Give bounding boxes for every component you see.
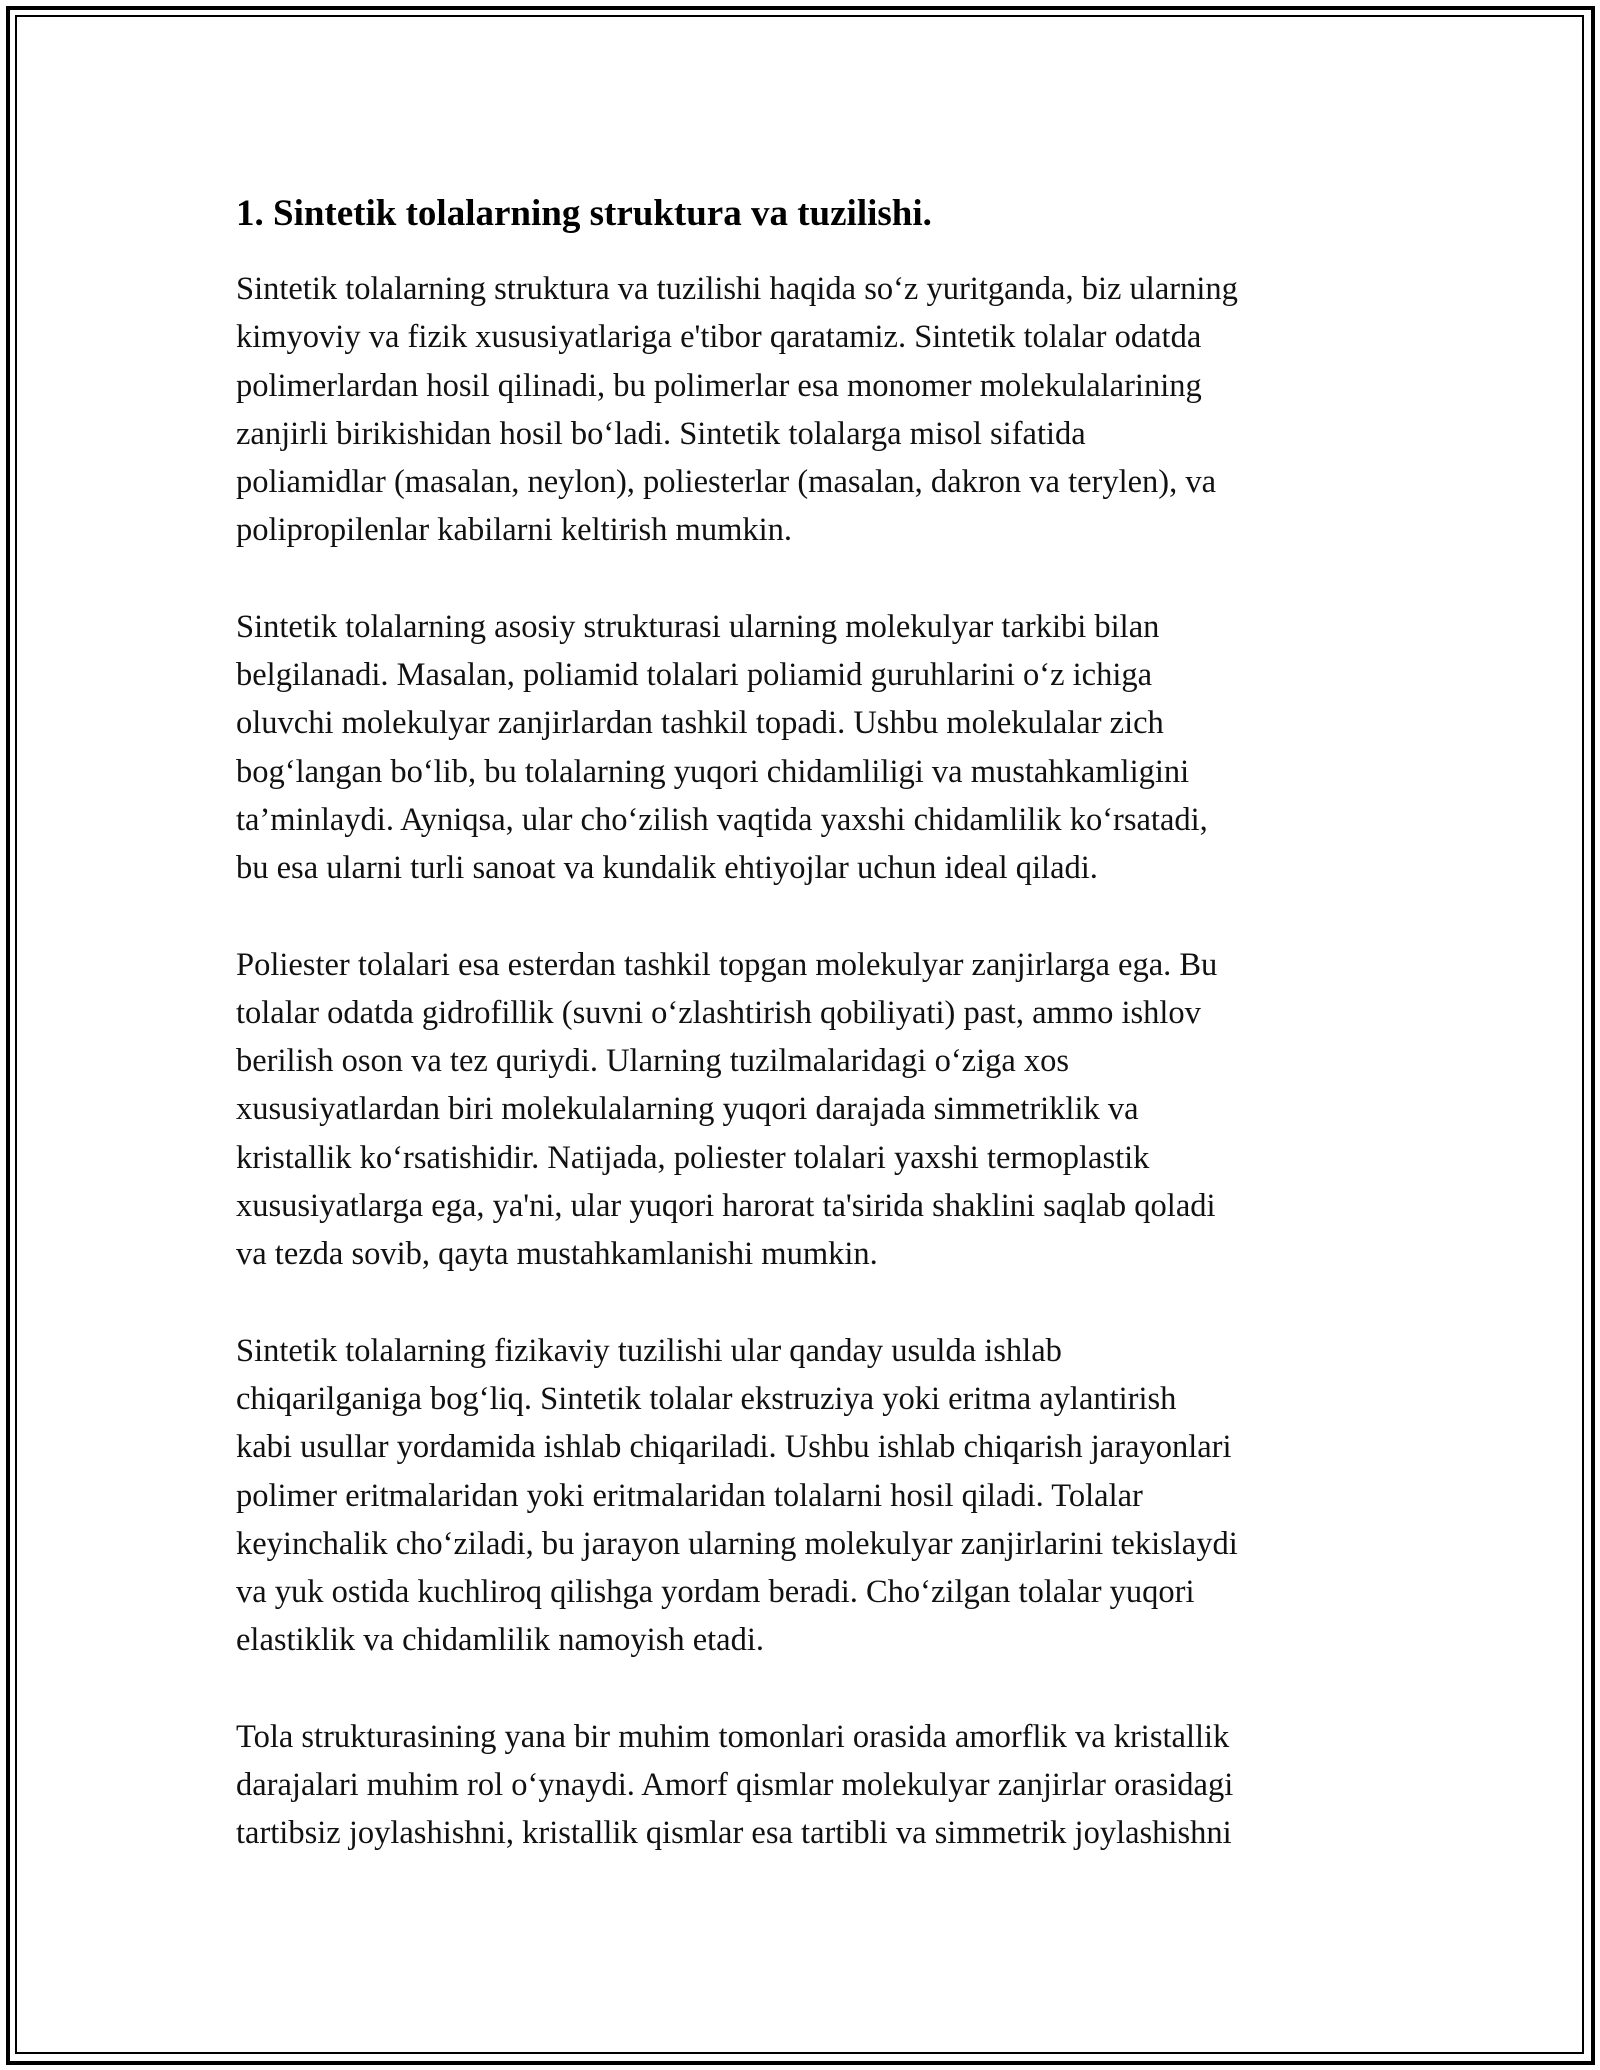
- text-line: polimer eritmalaridan yoki eritmalaridan tolalarni hosil qiladi. Tolalar: [236, 1477, 1143, 1514]
- text-line: tolalar odatda gidrofillik (suvni o‘zlashtirish qobiliyati) past, ammo ishlov: [236, 994, 1201, 1031]
- text-line: darajalari muhim rol o‘ynaydi. Amorf qismlar molekulyar zanjirlar orasidagi: [236, 1767, 1234, 1804]
- text-line: Sintetik tolalarning asosiy strukturasi ularning molekulyar tarkibi bilan: [236, 608, 1160, 645]
- paragraph-1: [236, 265, 1386, 555]
- text-line: bog‘langan bo‘lib, bu tolalarning yuqori chidamliligi va mustahkamligini: [236, 753, 1190, 790]
- text-line: ta’minlaydi. Ayniqsa, ular cho‘zilish vaqtida yaxshi chidamlilik ko‘rsatadi,: [236, 801, 1208, 838]
- text-line: elastiklik va chidamlilik namoyish etadi.: [236, 1622, 765, 1659]
- text-line: bu esa ularni turli sanoat va kundalik ehtiyojlar uchun ideal qiladi.: [236, 850, 1098, 887]
- text-line: Sintetik tolalarning fizikaviy tuzilishi ular qanday usulda ishlab: [236, 1332, 1062, 1369]
- text-line: oluvchi molekulyar zanjirlardan tashkil topadi. Ushbu molekulalar zich: [236, 705, 1164, 742]
- paragraph-5: [236, 1713, 1386, 1858]
- text-line: xususiyatlardan biri molekulalarning yuqori darajada simmetriklik va: [236, 1091, 1139, 1128]
- text-line: chiqarilganiga bog‘liq. Sintetik tolalar ekstruziya yoki eritma aylantirish: [236, 1380, 1177, 1417]
- text-line: keyinchalik cho‘ziladi, bu jarayon ularning molekulyar zanjirlarini tekislaydi: [236, 1525, 1238, 1562]
- text-line: polipropilenlar kabilarni keltirish mumkin.: [236, 512, 793, 549]
- text-line: kristallik ko‘rsatishidir. Natijada, poliester tolalari yaxshi termoplastik: [236, 1139, 1150, 1176]
- text-line: polimerlardan hosil qilinadi, bu polimerlar esa monomer molekulalarining: [236, 367, 1202, 404]
- text-line: tartibsiz joylashishni, kristallik qismlar esa tartibli va simmetrik joylashishni: [236, 1815, 1232, 1852]
- text-line: zanjirli birikishidan hosil bo‘ladi. Sintetik tolalarga misol sifatida: [236, 415, 1086, 452]
- text-line: belgilanadi. Masalan, poliamid tolalari poliamid guruhlarini o‘z ichiga: [236, 657, 1153, 694]
- text-line: kabi usullar yordamida ishlab chiqariladi. Ushbu ishlab chiqarish jarayonlari: [236, 1429, 1232, 1466]
- paragraph-2: [236, 603, 1386, 893]
- text-line: va yuk ostida kuchliroq qilishga yordam beradi. Cho‘zilgan tolalar yuqori: [236, 1574, 1195, 1611]
- section-heading: 1. Sintetik tolalarning struktura va tuzilishi.: [236, 193, 932, 234]
- text-line: va tezda sovib, qayta mustahkamlanishi mumkin.: [236, 1236, 878, 1273]
- text-line: kimyoviy va fizik xususiyatlariga e'tibor qaratamiz. Sintetik tolalar odatda: [236, 319, 1202, 356]
- text-line: Poliester tolalari esa esterdan tashkil topgan molekulyar zanjirlarga ega. Bu: [236, 946, 1218, 983]
- paragraph-4: [236, 1327, 1386, 1665]
- text-line: Sintetik tolalarning struktura va tuzilishi haqida so‘z yuritganda, biz ularning: [236, 271, 1238, 307]
- text-line: poliamidlar (masalan, neylon), poliesterlar (masalan, dakron va terylen), va: [236, 464, 1217, 501]
- text-line: berilish oson va tez quriydi. Ularning tuzilmalaridagi o‘ziga xos: [236, 1043, 1070, 1080]
- text-line: Tola strukturasining yana bir muhim tomonlari orasida amorflik va kristallik: [236, 1718, 1230, 1755]
- text-line: xususiyatlarga ega, ya'ni, ular yuqori harorat ta'sirida shaklini saqlab qoladi: [236, 1188, 1216, 1225]
- document-body: [236, 185, 1386, 1906]
- paragraph-3: [236, 941, 1386, 1279]
